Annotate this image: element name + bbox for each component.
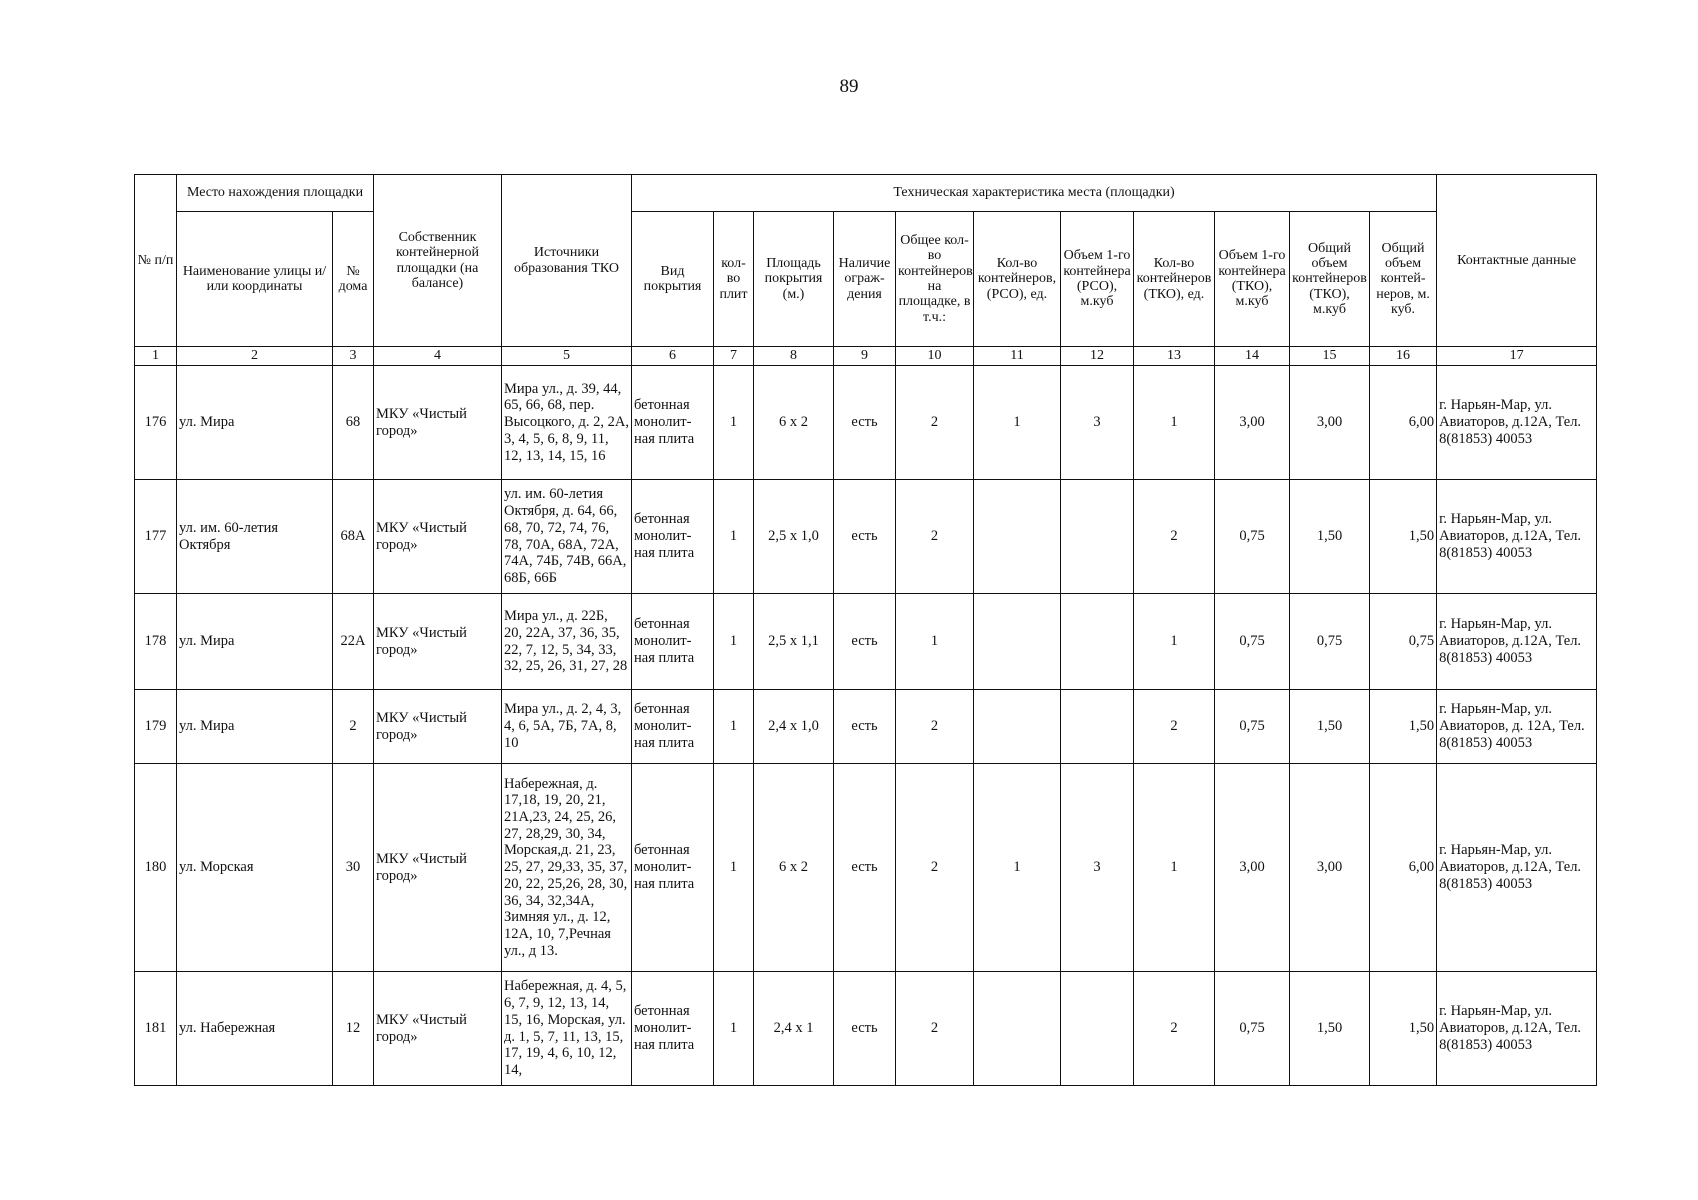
row-tko-total: 1,50 (1290, 972, 1370, 1086)
row-tko-count: 1 (1134, 366, 1215, 480)
header-cover-type: Вид покрытия (632, 212, 714, 347)
column-number: 4 (374, 347, 502, 366)
table-row (135, 366, 1597, 480)
row-rso-volume (1061, 972, 1134, 1086)
column-number: 5 (502, 347, 632, 366)
row-total-volume: 1,50 (1370, 480, 1437, 594)
row-num: 181 (135, 972, 177, 1086)
row-tko-total: 3,00 (1290, 366, 1370, 480)
column-number: 13 (1134, 347, 1215, 366)
row-tko-volume: 0,75 (1215, 480, 1290, 594)
row-owner: МКУ «Чистый город» (374, 764, 502, 972)
row-contacts: г. Нарьян-Мар, ул. Авиаторов, д.12А, Тел. 8(81853) 40053 (1437, 366, 1597, 480)
header-rso-count: Кол-во контейнеров, (РСО), ед. (974, 212, 1061, 347)
row-owner: МКУ «Чистый город» (374, 480, 502, 594)
header-owner: Собственник контейнерной площадки (на балансе) (374, 175, 502, 347)
row-house: 22А (333, 594, 374, 690)
column-number: 1 (135, 347, 177, 366)
row-street: ул. Мира (177, 366, 333, 480)
row-contacts: г. Нарьян-Мар, ул. Авиаторов, д.12А, Тел. 8(81853) 40053 (1437, 480, 1597, 594)
row-rso-volume: 3 (1061, 764, 1134, 972)
column-number: 16 (1370, 347, 1437, 366)
column-number: 8 (754, 347, 834, 366)
row-tko-volume: 0,75 (1215, 972, 1290, 1086)
row-total: 2 (896, 480, 974, 594)
header-street: Наименование улицы и/или координаты (177, 212, 333, 347)
row-fence: есть (834, 594, 896, 690)
row-fence: есть (834, 690, 896, 764)
header-house: № дома (333, 212, 374, 347)
row-rso-count (974, 972, 1061, 1086)
row-sources: Мира ул., д. 39, 44, 65, 66, 68, пер. Высоцкого, д. 2, 2А, 3, 4, 5, 6, 8, 9, 11, 12, 13, 14, 15, 16 (502, 366, 632, 480)
row-sources: Мира ул., д. 2, 4, 3, 4, 6, 5А, 7Б, 7А, 8, 10 (502, 690, 632, 764)
row-owner: МКУ «Чистый город» (374, 972, 502, 1086)
header-num: № п/п (135, 175, 177, 347)
row-num: 180 (135, 764, 177, 972)
column-number: 14 (1215, 347, 1290, 366)
row-rso-volume: 3 (1061, 366, 1134, 480)
row-contacts: г. Нарьян-Мар, ул. Авиаторов, д.12А, Тел. 8(81853) 40053 (1437, 972, 1597, 1086)
row-fence: есть (834, 366, 896, 480)
row-total: 2 (896, 690, 974, 764)
column-number: 10 (896, 347, 974, 366)
row-house: 68 (333, 366, 374, 480)
row-total-volume: 6,00 (1370, 366, 1437, 480)
row-total: 2 (896, 366, 974, 480)
row-fence: есть (834, 764, 896, 972)
row-street: ул. Мира (177, 594, 333, 690)
row-street: ул. Набережная (177, 972, 333, 1086)
row-area: 2,5 х 1,0 (754, 480, 834, 594)
row-owner: МКУ «Чистый город» (374, 690, 502, 764)
row-total: 1 (896, 594, 974, 690)
column-number: 17 (1437, 347, 1597, 366)
row-area: 2,5 х 1,1 (754, 594, 834, 690)
row-cover: бетонная монолит-ная плита (632, 480, 714, 594)
header-tko-volume: Объем 1-го контейнера (ТКО), м.куб (1215, 212, 1290, 347)
header-contacts: Контактные данные (1437, 175, 1597, 347)
row-cover: бетонная монолит-ная плита (632, 690, 714, 764)
row-rso-volume (1061, 480, 1134, 594)
row-cover: бетонная монолит-ная плита (632, 366, 714, 480)
row-owner: МКУ «Чистый город» (374, 366, 502, 480)
row-contacts: г. Нарьян-Мар, ул. Авиаторов, д.12А, Тел. 8(81853) 40053 (1437, 594, 1597, 690)
row-contacts: г. Нарьян-Мар, ул. Авиаторов, д.12А, Тел. 8(81853) 40053 (1437, 764, 1597, 972)
page-number: 89 (839, 76, 859, 97)
row-num: 178 (135, 594, 177, 690)
row-cover: бетонная монолит-ная плита (632, 764, 714, 972)
header-total-volume: Общий объем контей-неров, м. куб. (1370, 212, 1437, 347)
column-number: 2 (177, 347, 333, 366)
row-total: 2 (896, 972, 974, 1086)
row-tko-count: 1 (1134, 764, 1215, 972)
column-number: 9 (834, 347, 896, 366)
row-rso-count: 1 (974, 366, 1061, 480)
table-row (135, 594, 1597, 690)
column-number: 3 (333, 347, 374, 366)
row-num: 176 (135, 366, 177, 480)
container-sites-table (134, 174, 1597, 1086)
row-slabs: 1 (714, 366, 754, 480)
header-tko-count: Кол-во контейнеров (ТКО), ед. (1134, 212, 1215, 347)
row-rso-count (974, 690, 1061, 764)
row-tko-total: 0,75 (1290, 594, 1370, 690)
column-number: 15 (1290, 347, 1370, 366)
row-slabs: 1 (714, 690, 754, 764)
row-fence: есть (834, 972, 896, 1086)
column-number: 11 (974, 347, 1061, 366)
header-sources: Источники образования ТКО (502, 175, 632, 347)
row-tko-total: 3,00 (1290, 764, 1370, 972)
header-fence: Наличие ограж-дения (834, 212, 896, 347)
row-total-volume: 0,75 (1370, 594, 1437, 690)
table-row (135, 764, 1597, 972)
header-area: Площадь покрытия (м.) (754, 212, 834, 347)
header-tech-group: Техническая характеристика места (площадки) (632, 175, 1437, 212)
table-row (135, 972, 1597, 1086)
header-slabs: кол-во плит (714, 212, 754, 347)
row-house: 12 (333, 972, 374, 1086)
row-area: 6 х 2 (754, 366, 834, 480)
row-area: 2,4 х 1,0 (754, 690, 834, 764)
row-tko-count: 1 (1134, 594, 1215, 690)
row-tko-volume: 0,75 (1215, 594, 1290, 690)
row-rso-count: 1 (974, 764, 1061, 972)
header-total-containers: Общее кол-во контейнеров на площадке, в т.ч.: (896, 212, 974, 347)
row-slabs: 1 (714, 972, 754, 1086)
row-street: ул. Морская (177, 764, 333, 972)
row-total-volume: 6,00 (1370, 764, 1437, 972)
row-rso-count (974, 594, 1061, 690)
column-number: 6 (632, 347, 714, 366)
table-row (135, 690, 1597, 764)
row-total-volume: 1,50 (1370, 690, 1437, 764)
row-tko-total: 1,50 (1290, 690, 1370, 764)
row-slabs: 1 (714, 764, 754, 972)
row-tko-volume: 0,75 (1215, 690, 1290, 764)
row-rso-count (974, 480, 1061, 594)
row-sources: Мира ул., д. 22Б, 20, 22А, 37, 36, 35, 22, 7, 12, 5, 34, 33, 32, 25, 26, 31, 27, 28 (502, 594, 632, 690)
row-cover: бетонная монолит-ная плита (632, 594, 714, 690)
row-sources: ул. им. 60-летия Октября, д. 64, 66, 68, 70, 72, 74, 76, 78, 70А, 68А, 72А, 74А, 74Б, 74В, 66А, 68Б, 66Б (502, 480, 632, 594)
row-slabs: 1 (714, 594, 754, 690)
row-sources: Набережная, д. 17,18, 19, 20, 21, 21А,23, 24, 25, 26, 27, 28,29, 30, 34, Морская,д. 21, 23, 25, 27, 29,33, 35, 37, 20, 22, 25,26, 28, 30, 36, 34, 32,34А, Зимняя ул., д. 12, 12А, 10, 7,Речная ул., д 13. (502, 764, 632, 972)
row-house: 2 (333, 690, 374, 764)
row-tko-volume: 3,00 (1215, 764, 1290, 972)
row-total: 2 (896, 764, 974, 972)
row-street: ул. им. 60-летия Октября (177, 480, 333, 594)
row-cover: бетонная монолит-ная плита (632, 972, 714, 1086)
column-number: 12 (1061, 347, 1134, 366)
row-total-volume: 1,50 (1370, 972, 1437, 1086)
row-fence: есть (834, 480, 896, 594)
row-num: 177 (135, 480, 177, 594)
row-contacts: г. Нарьян-Мар, ул. Авиаторов, д. 12А, Тел. 8(81853) 40053 (1437, 690, 1597, 764)
row-house: 68А (333, 480, 374, 594)
row-slabs: 1 (714, 480, 754, 594)
row-tko-count: 2 (1134, 972, 1215, 1086)
row-sources: Набережная, д. 4, 5, 6, 7, 9, 12, 13, 14, 15, 16, Морская, ул. д. 1, 5, 7, 11, 13, 15, 17, 19, 4, 6, 10, 12, 14, (502, 972, 632, 1086)
column-number-row (135, 347, 1597, 366)
row-rso-volume (1061, 594, 1134, 690)
header-tko-total-volume: Общий объем контейнеров (ТКО), м.куб (1290, 212, 1370, 347)
row-house: 30 (333, 764, 374, 972)
row-tko-count: 2 (1134, 480, 1215, 594)
header-location-group: Место нахождения площадки (177, 175, 374, 212)
header-rso-volume: Объем 1-го контейнера (РСО), м.куб (1061, 212, 1134, 347)
row-street: ул. Мира (177, 690, 333, 764)
row-tko-volume: 3,00 (1215, 366, 1290, 480)
row-owner: МКУ «Чистый город» (374, 594, 502, 690)
table-row (135, 480, 1597, 594)
row-area: 6 х 2 (754, 764, 834, 972)
row-tko-count: 2 (1134, 690, 1215, 764)
row-area: 2,4 х 1 (754, 972, 834, 1086)
row-num: 179 (135, 690, 177, 764)
column-number: 7 (714, 347, 754, 366)
row-tko-total: 1,50 (1290, 480, 1370, 594)
row-rso-volume (1061, 690, 1134, 764)
